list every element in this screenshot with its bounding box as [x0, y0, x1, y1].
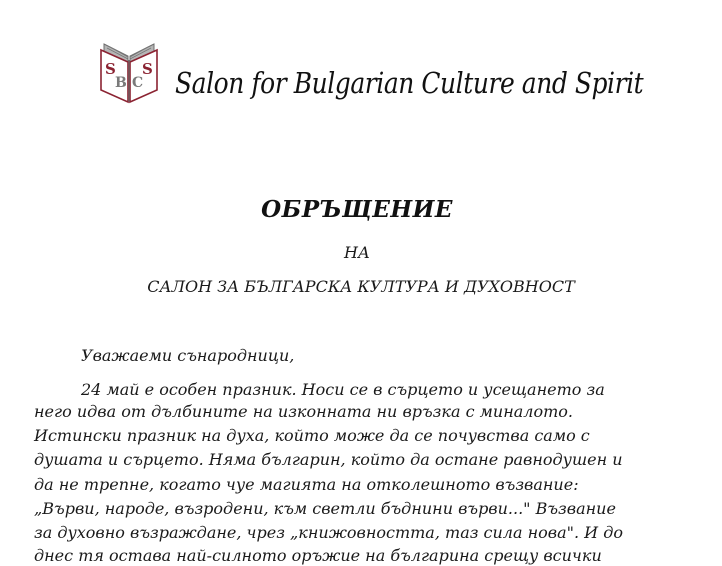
subtitle-organization: САЛОН ЗА БЪЛГАРСКА КУЛТУРА И ДУХОВНОСТ — [147, 277, 575, 296]
document-title: ОБРЪЩЕНИЕ — [261, 196, 453, 223]
logo-letter-c: C — [132, 75, 144, 91]
book-logo-icon — [98, 40, 160, 102]
body-line-4: душата и сърцето. Няма българин, който да остане равнодушен и — [34, 450, 623, 469]
body-line-3: Истински празник на духа, който може да се почувства само с — [34, 426, 590, 445]
sbcs-logo — [98, 40, 160, 102]
logo-letter-b: B — [115, 75, 127, 91]
body-line-7: за духовно възраждане, чрез „книжовността, таз сила нова". И до — [34, 523, 623, 542]
body-line-5: да не трепне, когато чуе магията на отколешното възвание: — [34, 475, 579, 494]
body-line-1: 24 май е особен празник. Носи се в сърцето и усещането за — [81, 380, 605, 399]
greeting: Уважаеми сънародници, — [81, 346, 295, 365]
body-line-6: „Върви, народе, възродени, към светли бъднини върви..." Възвание — [34, 499, 616, 518]
body-line-8: днес тя остава най-силното оръжие на българина срещу всички — [34, 546, 602, 565]
organization-name: Salon for Bulgarian Culture and Spirit — [175, 66, 644, 100]
logo-letter-s2: S — [142, 60, 153, 78]
subtitle-na: НА — [343, 243, 371, 262]
logo-letter-s1: S — [105, 60, 116, 78]
body-line-2: него идва от дълбините на изконната ни връзка с миналото. — [34, 402, 573, 421]
